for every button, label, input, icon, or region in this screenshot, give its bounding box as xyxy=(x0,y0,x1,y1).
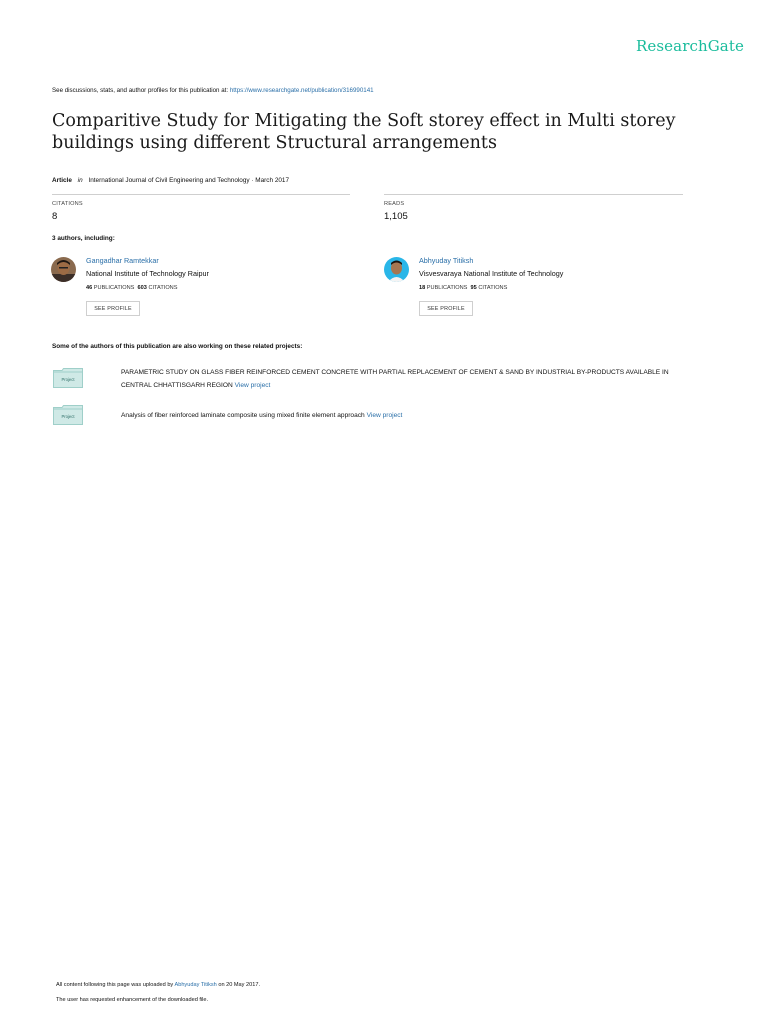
publication-title-line-1: Comparitive Study for Mitigating the Soft storey effect in Multi storey xyxy=(52,111,676,131)
author-publications-count: 46 xyxy=(86,285,93,291)
publication-title xyxy=(52,110,692,154)
author-institution: Visvesvaraya National Institute of Technology xyxy=(419,269,564,278)
author-name-link[interactable]: Abhyuday Titiksh xyxy=(419,256,474,265)
author-stats xyxy=(86,285,177,291)
discussion-notice-text: See discussions, stats, and author profiles for this publication at: xyxy=(52,87,229,94)
researchgate-logo[interactable]: ResearchGate xyxy=(636,37,744,55)
author-citations-label: CITATIONS xyxy=(148,285,178,291)
author-citations-count: 95 xyxy=(470,285,477,291)
author-citations-count: 603 xyxy=(137,285,147,291)
project-title-line-2: CENTRAL CHHATTISGARH REGION xyxy=(121,381,233,389)
project-title-line-1: Analysis of fiber reinforced laminate composite using mixed finite element approach xyxy=(121,412,365,419)
related-projects-header: Some of the authors of this publication are also working on these related projects: xyxy=(52,343,303,350)
view-project-link[interactable]: View project xyxy=(234,381,271,389)
see-profile-button[interactable]: SEE PROFILE xyxy=(419,301,473,316)
author-publications-label: PUBLICATIONS xyxy=(93,285,135,291)
project-folder-icon[interactable] xyxy=(53,368,83,388)
avatar[interactable] xyxy=(384,257,409,282)
author-publications-count: 18 xyxy=(419,285,426,291)
author-name-link[interactable]: Gangadhar Ramtekkar xyxy=(86,256,159,265)
citations-label: CITATIONS xyxy=(52,201,83,207)
author-photo-icon xyxy=(51,257,76,282)
reads-label: READS xyxy=(384,201,405,207)
authors-header: 3 authors, including: xyxy=(52,235,115,242)
project-folder-icon[interactable] xyxy=(53,405,83,425)
project-icon-label: Project xyxy=(61,414,75,419)
uploader-link[interactable]: Abhyuday Titiksh xyxy=(174,982,217,988)
view-project-link[interactable]: View project xyxy=(366,412,403,419)
project-title xyxy=(121,410,721,423)
author-institution: National Institute of Technology Raipur xyxy=(86,269,209,278)
avatar[interactable] xyxy=(51,257,76,282)
publication-title-line-2: buildings using different Structural arrangements xyxy=(52,133,497,153)
upload-notice xyxy=(56,982,260,988)
project-title-line-1: PARAMETRIC STUDY ON GLASS FIBER REINFORCED CEMENT CONCRETE WITH PARTIAL REPLACEMENT OF CEMENT & SAND BY INDUSTRIAL BY-PRODUCTS AVAILABLE IN xyxy=(121,369,669,376)
citations-divider xyxy=(52,194,350,195)
project-title xyxy=(121,367,721,392)
publication-type: Article xyxy=(52,177,72,184)
author-citations-label: CITATIONS xyxy=(478,285,508,291)
discussion-notice xyxy=(52,87,374,94)
publication-url-link[interactable]: https://www.researchgate.net/publication/316990141 xyxy=(229,87,374,94)
publication-in-word: in xyxy=(77,177,83,184)
project-icon-label: Project xyxy=(61,377,75,382)
citations-value: 8 xyxy=(52,211,58,222)
author-photo-icon xyxy=(384,257,409,282)
reads-divider xyxy=(384,194,683,195)
enhancement-note: The user has requested enhancement of the downloaded file. xyxy=(56,997,209,1003)
publication-meta xyxy=(52,177,289,184)
author-stats xyxy=(419,285,507,291)
upload-notice-prefix: All content following this page was uploaded by xyxy=(56,982,174,988)
upload-notice-suffix: on 20 May 2017. xyxy=(218,982,261,988)
see-profile-button[interactable]: SEE PROFILE xyxy=(86,301,140,316)
publication-journal: International Journal of Civil Engineering and Technology · March 2017 xyxy=(88,177,290,184)
reads-value: 1,105 xyxy=(384,211,408,222)
author-publications-label: PUBLICATIONS xyxy=(426,285,468,291)
